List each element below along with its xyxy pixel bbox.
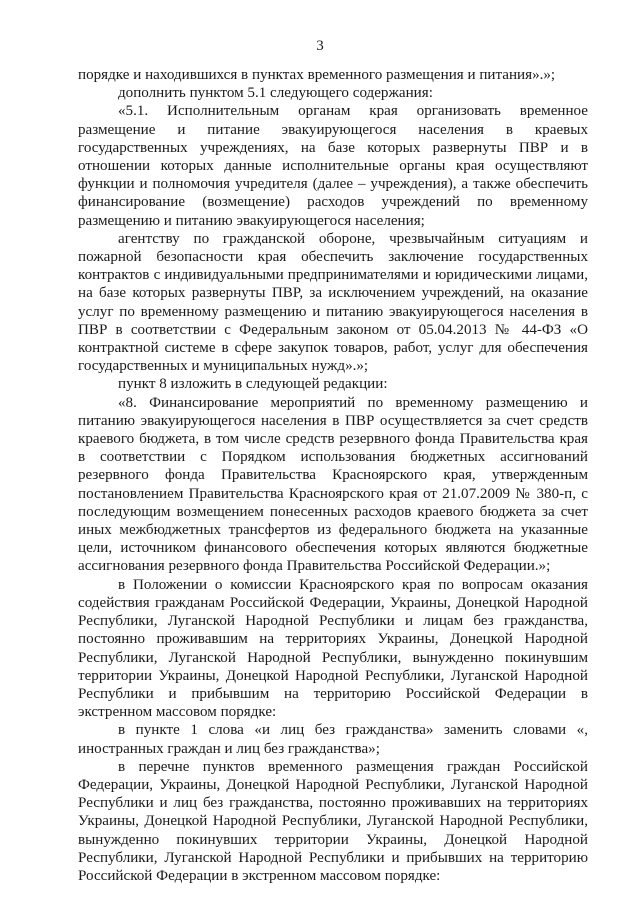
paragraph: дополнить пунктом 5.1 следующего содержания: — [118, 85, 433, 102]
paragraph: пункт 8 изложить в следующей редакции: — [118, 376, 388, 393]
paragraph: порядке и находившихся в пунктах временного размещения и питания».»; — [78, 67, 556, 83]
paragraph: агентству по гражданской обороне, чрезвычайным ситуациям и пожарной безопасности края обеспечить заключение государственных контрактов с индивидуальными предпринимателями и юридическими лицами, на базе которых развернуты ПВР, за исключением учреждений, на оказание услуг по временному размещению и питанию эвакуирующегося населения в ПВР в соответствии с Федеральным законом от 05.04.2013 № 44-ФЗ «О контрактной системе в сфере закупок товаров, работ, услуг для обеспечения государственных и муниципальных нужд».»; — [78, 230, 588, 375]
paragraph: «8. Финансирование мероприятий по временному размещению и питанию эвакуирующегося населения в ПВР осуществляется за счет средств краевого бюджета, в том числе средств резервного фонда Правительства края в соответствии с Порядком использования бюджетных ассигнований резервного фонда Правительства Красноярского края, утвержденным постановлением Правительства Красноярского края от 21.07.2009 № 380-п, с последующим возмещением понесенных расходов краевого бюджета за счет иных межбюджетных трансфертов из федерального бюджета на указанные цели, источником финансового обеспечения которых являются бюджетные ассигнования резервного фонда Правительства Российской Федерации.»; — [78, 394, 588, 575]
paragraph: «5.1. Исполнительным органам края организовать временное размещение и питание эвакуирующегося населения в краевых государственных учреждениях, на базе которых развернуты ПВР и в отношении которых данные исполнительные органы края осуществляют функции и полномочия учредителя (далее – учреждения), а также обеспечить финансирование (возмещение) расходов учреждений по временному размещению и питанию эвакуирующегося населения; — [78, 103, 588, 229]
paragraph: в перечне пунктов временного размещения граждан Российской Федерации, Украины, Донецкой Народной Республики, Луганской Народной Республики и лиц без гражданства, постоянно проживавших на территориях Украины, Донецкой Народной Республики, Луганской Народной Республики, вынужденно покинувших территории Украины, Донецкой Народной Республики, Луганской Народной Республики и прибывших на территорию Российской Федерации в экстренном массовом порядке: — [78, 758, 588, 884]
page-number: 3 — [316, 38, 324, 54]
paragraph: в пункте 1 слова «и лиц без гражданства» заменить словами «, иностранных граждан и лиц без гражданства»; — [78, 722, 588, 757]
paragraph: в Положении о комиссии Красноярского края по вопросам оказания содействия гражданам Российской Федерации, Украины, Донецкой Народной Республики, Луганской Народной Республики и лицам без гражданства, постоянно проживавшим на территориях Украины, Донецкой Народной Республики, Луганской Народной Республики, вынужденно покинувшим территории Украины, Донецкой Народной Республики, Луганской Народной Республики и прибывшим на территорию Российской Федерации в экстренном массовом порядке: — [78, 576, 588, 721]
document-body — [78, 66, 588, 885]
